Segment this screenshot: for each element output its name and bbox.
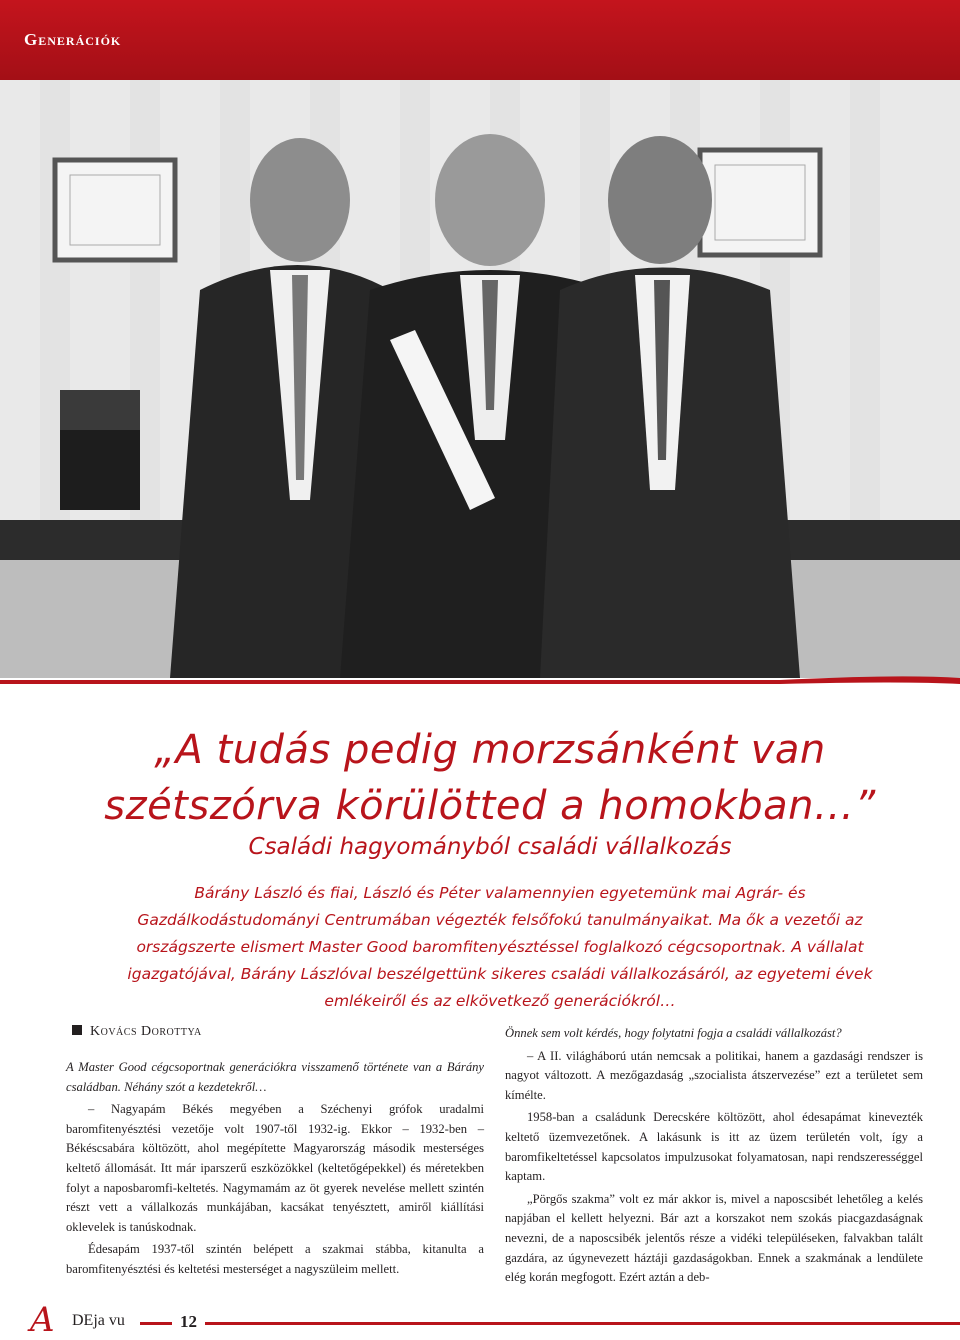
- article-subtitle: Családi hagyományból családi vállalkozás: [248, 834, 732, 860]
- paragraph: „Pörgős szakma” volt ez már akkor is, mivel a naposcsibét lehetőleg a kelés napjában el kellett helyezni. Bár azt a korszakot nem szokás piacgazdaságnak nevezni, de a naposcsibék jelentős része a vidéki településeken, falvakban talált gazdára, az úgynevezett háztáji gazdaságokban. Ennek a szakmának a lendülete elég korán megfogott. Ezért aztán a deb-: [505, 1191, 923, 1285]
- footer-rule: [140, 1322, 960, 1325]
- author-name: Kovács Dorottya: [90, 1024, 202, 1039]
- photo-three-men-icon: [0, 80, 960, 678]
- left-column: [66, 1058, 484, 1283]
- paragraph: Édesapám 1937-től szintén belépett a szakmai stábba, kitanulta a baromfitenyésztési és keltetési mesterséget a nagyszüleim mellett.: [66, 1242, 484, 1276]
- right-column: [505, 1024, 923, 1291]
- paragraph: – A II. világháború után nemcsak a politikai, hanem a gazdasági rendszer is nagyot változott. A mezőgazdaság „szocialista átszervezése” ezt a területet sem kímélte.: [505, 1048, 923, 1102]
- paragraph: Önnek sem volt kérdés, hogy folytatni fogja a családi vállalkozást?: [505, 1026, 842, 1040]
- magazine-name: DEja vu: [72, 1312, 125, 1329]
- red-swoosh-divider: [0, 672, 960, 688]
- magazine-logo: A: [30, 1300, 55, 1340]
- page-number: 12: [172, 1312, 205, 1332]
- section-header-bar: [0, 0, 960, 80]
- square-bullet-icon: [72, 1025, 82, 1035]
- article-title: „A tudás pedig morzsánként van szétszórva körülötted a homokban…”: [104, 727, 876, 829]
- paragraph: – Nagyapám Békés megyében a Széchenyi grófok uradalmi baromfitenyésztési vezetője volt 1907-től 1932-ig. Ekkor – 1932-ben – Békéscsabára költözött, ahol megépítette Magyarország második mesterséges keltető állomását. Itt már iparszerű eszközökkel (keltetőgépekkel) és méretekben folyt a naposbaromfi-keltetés. Nagymamám az öt gyerek nevelése mellett szintén részt vett a vállalkozás munkájában, kacsákat tenyésztett, amiről kiállítási oklevelek is tanúskodnak.: [66, 1102, 484, 1234]
- section-label: Generációk: [24, 30, 122, 49]
- paragraph: 1958-ban a családunk Derecskére költözött, ahol édesapámat kinevezték keltető üzemvezetőnek. A lakásunk is itt az üzem területén volt, így a baromfikeltetéssel kapcsolatos impulzusokat folyamatosan, napi rendszerességgel kaptam.: [505, 1110, 923, 1184]
- paragraph: A Master Good cégcsoportnak generációkra visszamenő története van a Bárány családban. Néhány szót a kezdetekről…: [66, 1060, 484, 1094]
- author-byline: [72, 1024, 202, 1040]
- article-photo: [0, 80, 960, 678]
- article-lead: Bárány László és fiai, László és Péter valamennyien egyetemünk mai Agrár- és Gazdálkodástudományi Centrumában végezték felsőfokú tanulmányaikat. Ma ők a vezetői az országszerte elismert Master Good baromfitenyésztéssel foglalkozó cégcsoportnak. A vállalat igazgatójával, Bárány Lászlóval beszélgettünk sikeres családi vállalkozásáról, az egyetemi évek emlékeiről és az elkövetkező generációkról…: [127, 884, 873, 1010]
